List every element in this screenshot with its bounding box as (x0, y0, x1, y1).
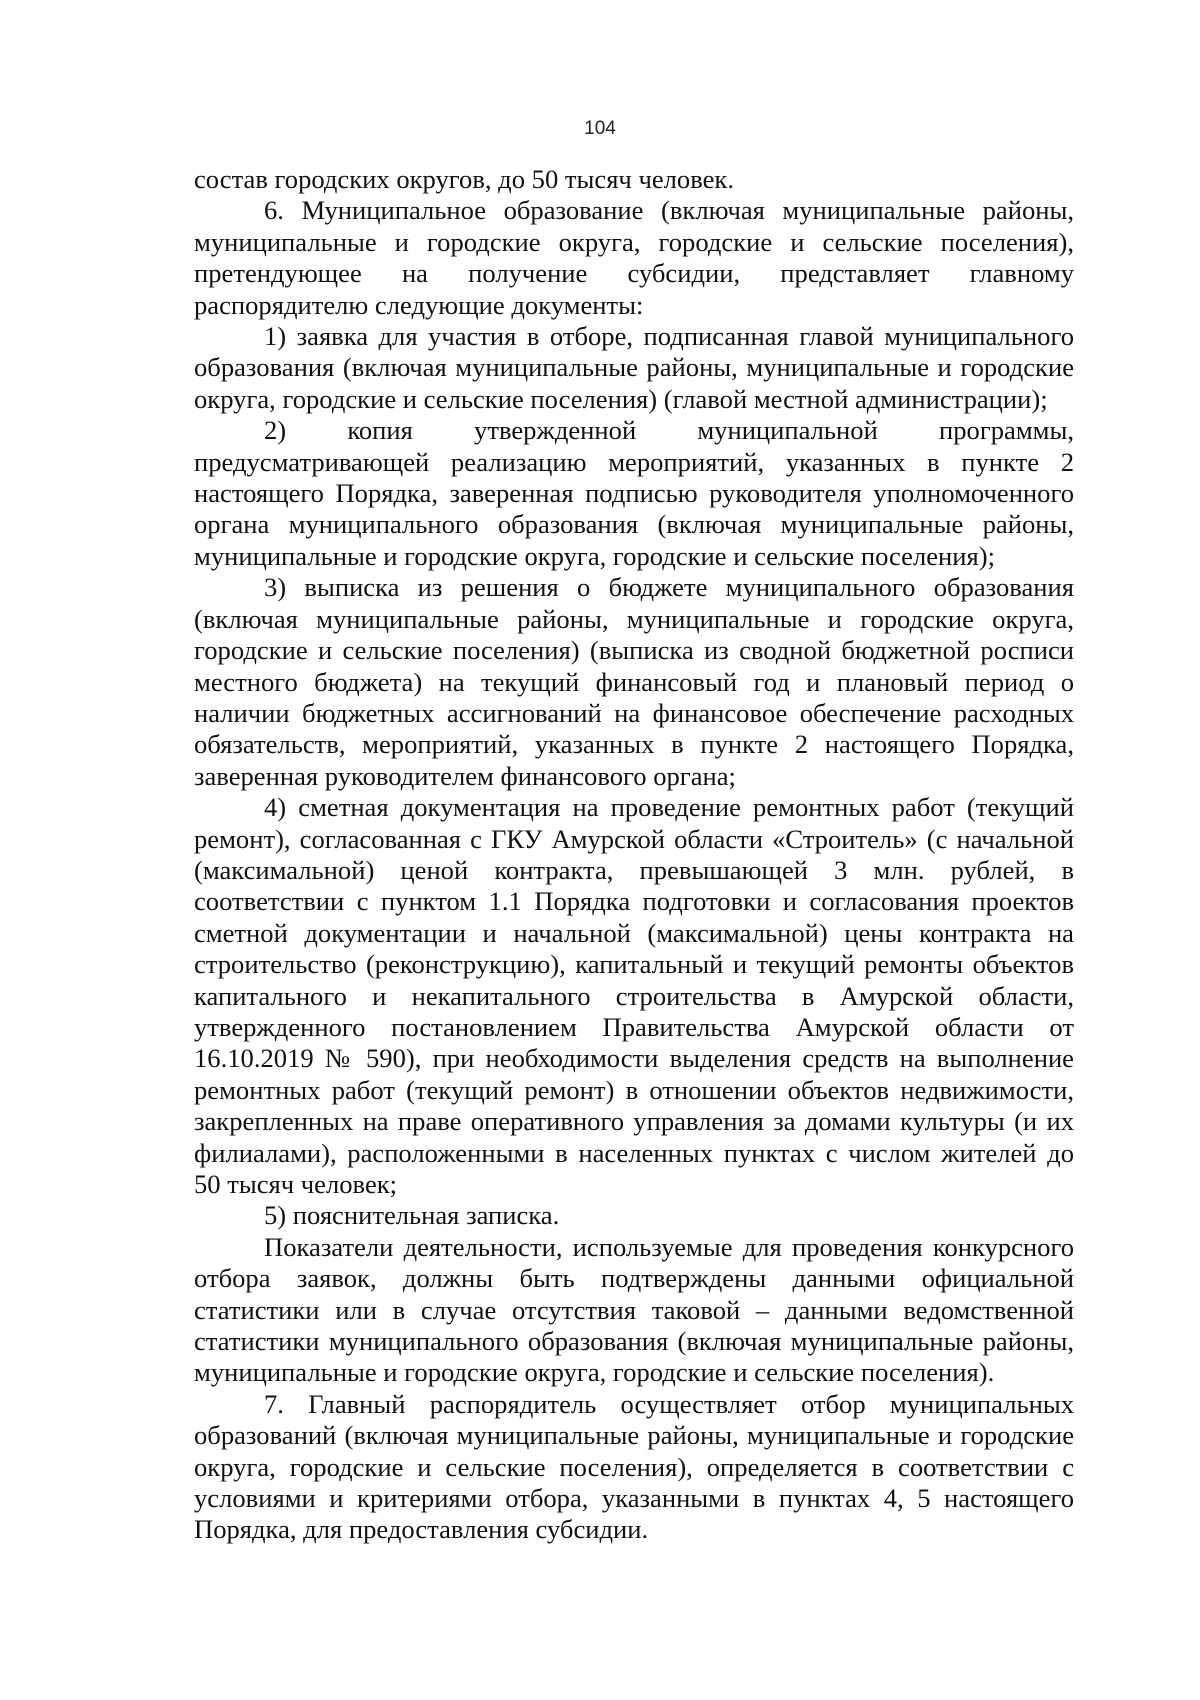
paragraph-subitem-1: 1) заявка для участия в отборе, подписанная главой муниципального образования (включая муниципальные районы, муниципальные и городские округа, городские и сельские поселения) (главой местной администрации); (194, 321, 1074, 414)
paragraph-indicators: Показатели деятельности, используемые для проведения конкурсного отбора заявок, должны быть подтверждены данными официальной статистики или в случае отсутствия таковой – данными ведомственной статистики муниципального образования (включая муниципальные районы, муниципальные и городские округа, городские и сельские поселения). (194, 1231, 1074, 1388)
page-number: 104 (584, 118, 616, 139)
paragraph-item-7: 7. Главный распорядитель осуществляет отбор муниципальных образований (включая муниципальные районы, муниципальные и городские округа, городские и сельские поселения), определяется в соответствии с условиями и критериями отбора, указанными в пунктах 4, 5 настоящего Порядка, для предоставления субсидии. (194, 1388, 1074, 1545)
paragraph-subitem-5: 5) пояснительная записка. (264, 1200, 560, 1231)
paragraph-subitem-4: 4) сметная документация на проведение ремонтных работ (текущий ремонт), согласованная с ГКУ Амурской области «Строитель» (с начальной (максимальной) ценой контракта, превышающей 3 млн. рублей, в соответствии с пунктом 1.1 Порядка подготовки и согласования проектов сметной документации и начальной (максимальной) цены контракта на строительство (реконструкцию), капитальный и текущий ремонты объектов капитального и некапитального строительства в Амурской области, утвержденного постановлением Правительства Амурской области от 16.10.2019 № 590), при необходимости выделения средств на выполнение ремонтных работ (текущий ремонт) в отношении объектов недвижимости, закрепленных на праве оперативного управления за домами культуры (и их филиалами), расположенными в населенных пунктах с числом жителей до 50 тысяч человек; (194, 792, 1074, 1199)
paragraph-subitem-3: 3) выписка из решения о бюджете муниципального образования (включая муниципальные районы, муниципальные и городские округа, городские и сельские поселения) (выписка из сводной бюджетной росписи местного бюджета) на текущий финансовый год и плановый период о наличии бюджетных ассигнований на финансовое обеспечение расходных обязательств, мероприятий, указанных в пункте 2 настоящего Порядка, заверенная руководителем финансового органа; (194, 572, 1074, 791)
paragraph-item-6: 6. Муниципальное образование (включая муниципальные районы, муниципальные и городские округа, городские и сельские поселения), претендующее на получение субсидии, представляет главному распорядителю следующие документы: (194, 195, 1074, 320)
paragraph-subitem-2: 2) копия утвержденной муниципальной программы, предусматривающей реализацию мероприятий, указанных в пункте 2 настоящего Порядка, заверенная подписью руководителя уполномоченного органа муниципального образования (включая муниципальные районы, муниципальные и городские округа, городские и сельские поселения); (194, 415, 1074, 571)
document-body (194, 164, 1074, 1546)
paragraph-continuation: состав городских округов, до 50 тысяч человек. (194, 164, 734, 194)
